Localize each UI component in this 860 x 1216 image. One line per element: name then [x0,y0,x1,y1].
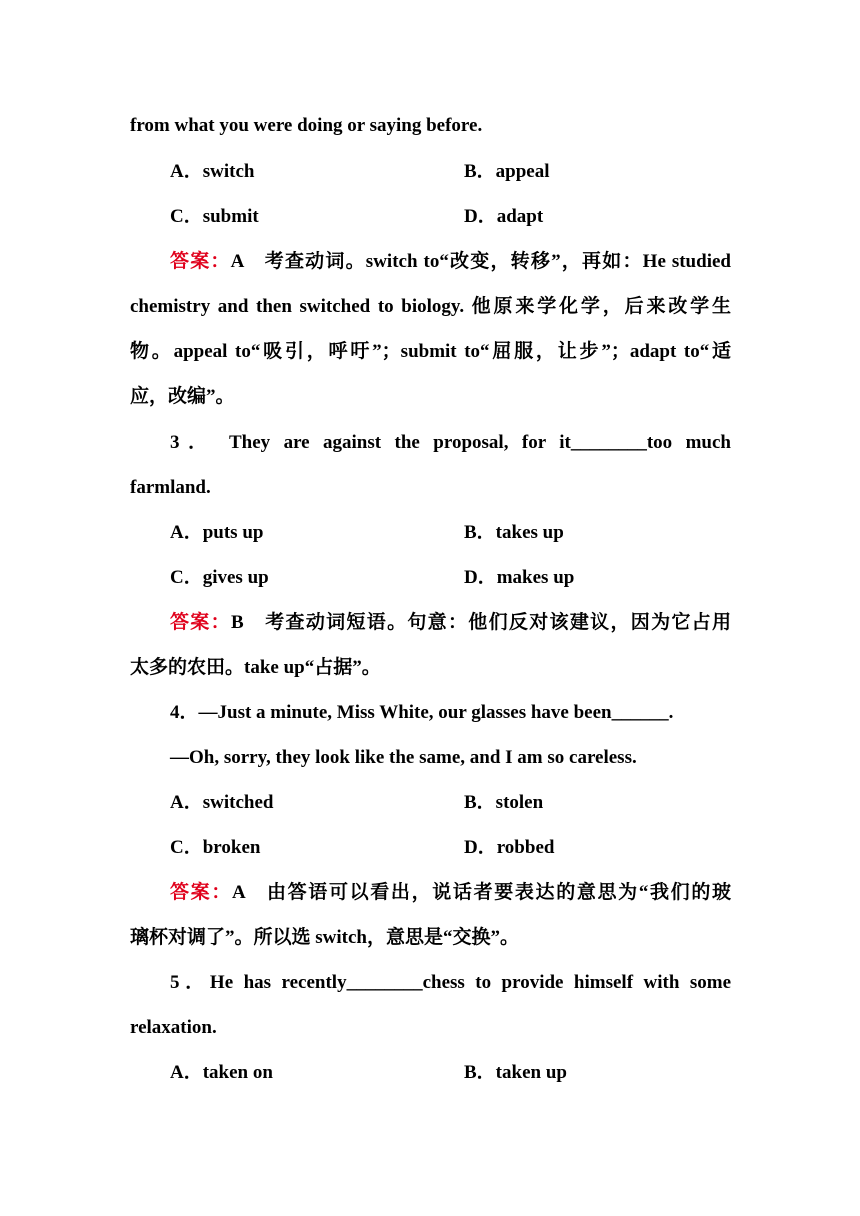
q3-option-d: D．makes up [464,567,575,588]
q3-stem-line-1: 3． They are against the proposal, for it________too much [170,432,731,453]
q5-stem-line-2: relaxation. [130,1017,217,1038]
q3-option-a: A．puts up [170,522,264,543]
q4-option-d: D．robbed [464,837,555,858]
q3-stem-line-2: farmland. [130,477,211,498]
q5-stem-line-1: 5．He has recently________chess to provide himself with some [170,972,731,993]
q4-answer-line-1 [170,881,731,905]
q4-answer-text-1: A 由答语可以看出，说话者要表达的意思为“我们的玻 [231,882,731,903]
q2-stem-tail: from what you were doing or saying before. [130,115,483,136]
q2-answer-line-2: chemistry and then switched to biology. 他原来学化学，后来改学生 [130,296,731,317]
q3-answer-line-1 [170,611,731,635]
q2-option-b: B．appeal [464,161,550,182]
q2-answer-line-4: 应，改编”。 [130,386,235,407]
q4-answer-label: 答案： [170,882,232,903]
q2-option-d: D．adapt [464,206,544,227]
q3-answer-label: 答案： [170,612,231,633]
q2-answer-line-3: 物。appeal to“吸引，呼吁”；submit to“屈服，让步”；adapt to“适 [130,341,731,362]
q4-stem-line-2: —Oh, sorry, they look like the same, and I am so careless. [170,747,637,768]
q4-option-a: A．switched [170,792,274,813]
q5-option-b: B．taken up [464,1062,567,1083]
q3-option-b: B．takes up [464,522,564,543]
q3-option-c: C．gives up [170,567,269,588]
q2-answer-text-1: A 考查动词。switch to“改变，转移”，再如：He studied [230,251,731,272]
q4-stem-line-1: 4．—Just a minute, Miss White, our glasses have been______. [170,702,674,723]
q5-option-a: A．taken on [170,1062,273,1083]
q2-answer-label: 答案： [170,251,231,272]
q4-answer-line-2: 璃杯对调了”。所以选 switch，意思是“交换”。 [130,927,519,948]
q2-option-a: A．switch [170,161,255,182]
q2-option-c: C．submit [170,206,259,227]
q2-answer-line-1 [170,250,731,274]
q3-answer-line-2: 太多的农田。take up“占据”。 [130,657,381,678]
q4-option-c: C．broken [170,837,261,858]
q4-option-b: B．stolen [464,792,544,813]
q3-answer-text-1: B 考查动词短语。句意：他们反对该建议，因为它占用 [230,612,731,633]
